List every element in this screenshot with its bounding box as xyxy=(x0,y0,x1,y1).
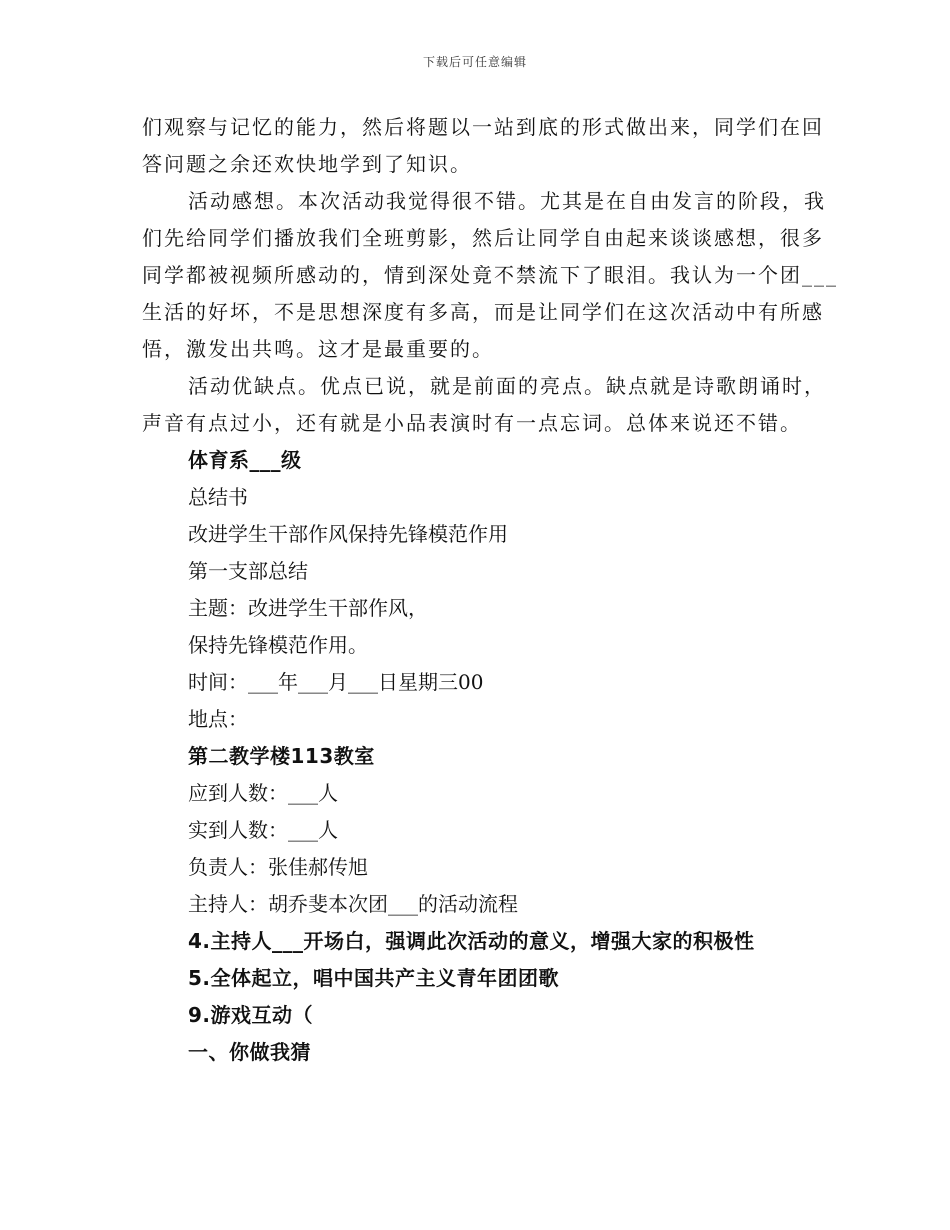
paragraph-pros-cons xyxy=(142,368,842,442)
line-time: 时间：___年___月___日星期三00 xyxy=(188,670,484,694)
line-theme-cont: 保持先锋模范作用。 xyxy=(188,633,368,657)
line-actual-count: 实到人数：___人 xyxy=(188,818,338,842)
paragraph-activity-thoughts xyxy=(142,183,842,368)
paragraph-continuation xyxy=(142,109,842,183)
line-department-grade: 体育系___级 xyxy=(188,448,302,472)
paragraph-text: 活动感想。本次活动我觉得很不错。尤其是在自由发言的阶段，我们先给同学们播放我们全班剪影，然后让同学自由起来谈谈感想，很多同学都被视频所感动的，情到深处竟不禁流下了眼泪。我认为一个团___生活的好坏，不是思想深度有多高，而是让同学们在这次活动中有所感悟，激发出共鸣。这才是最重要的。 xyxy=(142,189,838,361)
line-branch-summary: 第一支部总结 xyxy=(188,559,308,583)
line-location-label: 地点： xyxy=(188,707,248,731)
line-theme: 主题：改进学生干部作风， xyxy=(188,596,428,620)
paragraph-text: 活动优缺点。优点已说，就是前面的亮点。缺点就是诗歌朗诵时，声音有点过小，还有就是小品表演时有一点忘词。总体来说还不错。 xyxy=(142,374,826,435)
line-game-one: 一、你做我猜 xyxy=(188,1040,311,1064)
page-header: 下载后可任意编辑 xyxy=(422,55,527,69)
line-theme-heading: 改进学生干部作风保持先锋模范作用 xyxy=(188,522,508,546)
line-step-9: 9.游戏互动（ xyxy=(188,1003,314,1027)
line-host: 主持人：胡乔斐本次团___的活动流程 xyxy=(188,892,518,916)
line-person-in-charge: 负责人：张佳郝传旭 xyxy=(188,855,368,879)
line-summary-title: 总结书 xyxy=(188,485,248,509)
paragraph-text: 们观察与记忆的能力，然后将题以一站到底的形式做出来，同学们在回答问题之余还欢快地学到了知识。 xyxy=(142,115,824,176)
line-step-5: 5.全体起立，唱中国共产主义青年团团歌 xyxy=(188,966,560,990)
line-step-4: 4.主持人___开场白，强调此次活动的意义，增强大家的积极性 xyxy=(188,929,755,953)
line-expected-count: 应到人数：___人 xyxy=(188,781,338,805)
document-body xyxy=(142,109,842,1071)
line-location: 第二教学楼113教室 xyxy=(188,744,375,768)
